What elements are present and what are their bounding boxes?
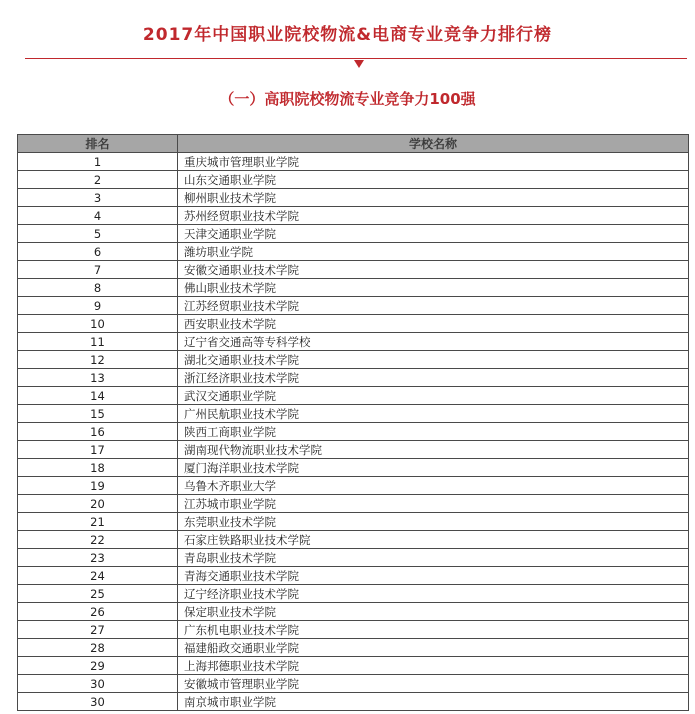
rank-cell: 24 <box>18 567 178 585</box>
rank-cell: 1 <box>18 153 178 171</box>
table-row <box>18 333 689 351</box>
school-name-cell: 广东机电职业技术学院 <box>178 621 689 639</box>
table-row <box>18 297 689 315</box>
school-name-cell: 湖南现代物流职业技术学院 <box>178 441 689 459</box>
table-row <box>18 531 689 549</box>
rank-cell: 7 <box>18 261 178 279</box>
school-name-cell: 山东交通职业学院 <box>178 171 689 189</box>
table-row <box>18 513 689 531</box>
table-row <box>18 423 689 441</box>
table-row <box>18 351 689 369</box>
rank-cell: 23 <box>18 549 178 567</box>
school-name-cell: 广州民航职业技术学院 <box>178 405 689 423</box>
rank-cell: 18 <box>18 459 178 477</box>
school-name-cell: 乌鲁木齐职业大学 <box>178 477 689 495</box>
rank-cell: 20 <box>18 495 178 513</box>
school-name-cell: 保定职业技术学院 <box>178 603 689 621</box>
school-name-cell: 江苏城市职业学院 <box>178 495 689 513</box>
table-row <box>18 657 689 675</box>
school-name-cell: 青海交通职业技术学院 <box>178 567 689 585</box>
table-header-row <box>18 135 689 153</box>
rank-cell: 22 <box>18 531 178 549</box>
rank-cell: 4 <box>18 207 178 225</box>
rank-cell: 14 <box>18 387 178 405</box>
section-subtitle: （一）高职院校物流专业竞争力100强 <box>219 90 476 108</box>
school-name-cell: 柳州职业技术学院 <box>178 189 689 207</box>
rank-cell: 9 <box>18 297 178 315</box>
table-row <box>18 405 689 423</box>
rank-cell: 28 <box>18 639 178 657</box>
school-name-cell: 厦门海洋职业技术学院 <box>178 459 689 477</box>
table-row <box>18 207 689 225</box>
ranking-table-body <box>18 153 689 711</box>
school-name-cell: 江苏经贸职业技术学院 <box>178 297 689 315</box>
school-name-cell: 东莞职业技术学院 <box>178 513 689 531</box>
rank-cell: 25 <box>18 585 178 603</box>
table-row <box>18 387 689 405</box>
school-name-cell: 西安职业技术学院 <box>178 315 689 333</box>
table-row <box>18 585 689 603</box>
rank-cell: 30 <box>18 675 178 693</box>
school-name-cell: 湖北交通职业技术学院 <box>178 351 689 369</box>
rank-cell: 12 <box>18 351 178 369</box>
table-row <box>18 441 689 459</box>
school-name-cell: 青岛职业技术学院 <box>178 549 689 567</box>
table-row <box>18 477 689 495</box>
ranking-table <box>17 134 689 711</box>
table-row <box>18 189 689 207</box>
table-row <box>18 603 689 621</box>
rank-cell: 6 <box>18 243 178 261</box>
rank-cell: 8 <box>18 279 178 297</box>
table-row <box>18 675 689 693</box>
table-row <box>18 549 689 567</box>
table-row <box>18 171 689 189</box>
rank-cell: 27 <box>18 621 178 639</box>
rank-cell: 16 <box>18 423 178 441</box>
school-name-cell: 陕西工商职业学院 <box>178 423 689 441</box>
school-name-cell: 福建船政交通职业学院 <box>178 639 689 657</box>
school-name-cell: 安徽交通职业技术学院 <box>178 261 689 279</box>
rank-cell: 10 <box>18 315 178 333</box>
table-row <box>18 621 689 639</box>
column-header-rank: 排名 <box>18 135 178 153</box>
rank-cell: 29 <box>18 657 178 675</box>
school-name-cell: 重庆城市管理职业学院 <box>178 153 689 171</box>
rank-cell: 17 <box>18 441 178 459</box>
page-title: 2017年中国职业院校物流&电商专业竞争力排行榜 <box>142 25 553 45</box>
rank-cell: 21 <box>18 513 178 531</box>
table-row <box>18 153 689 171</box>
down-arrow-icon <box>354 60 364 68</box>
table-row <box>18 279 689 297</box>
school-name-cell: 辽宁省交通高等专科学校 <box>178 333 689 351</box>
table-row <box>18 567 689 585</box>
rank-cell: 19 <box>18 477 178 495</box>
table-row <box>18 243 689 261</box>
table-row <box>18 639 689 657</box>
school-name-cell: 辽宁经济职业技术学院 <box>178 585 689 603</box>
school-name-cell: 佛山职业技术学院 <box>178 279 689 297</box>
school-name-cell: 天津交通职业学院 <box>178 225 689 243</box>
rank-cell: 5 <box>18 225 178 243</box>
table-row <box>18 459 689 477</box>
column-header-school: 学校名称 <box>178 135 689 153</box>
school-name-cell: 南京城市职业学院 <box>178 693 689 711</box>
rank-cell: 2 <box>18 171 178 189</box>
rank-cell: 26 <box>18 603 178 621</box>
school-name-cell: 上海邦德职业技术学院 <box>178 657 689 675</box>
school-name-cell: 苏州经贸职业技术学院 <box>178 207 689 225</box>
school-name-cell: 石家庄铁路职业技术学院 <box>178 531 689 549</box>
table-row <box>18 261 689 279</box>
rank-cell: 30 <box>18 693 178 711</box>
school-name-cell: 浙江经济职业技术学院 <box>178 369 689 387</box>
title-divider <box>25 58 687 59</box>
table-row <box>18 693 689 711</box>
rank-cell: 15 <box>18 405 178 423</box>
table-row <box>18 315 689 333</box>
school-name-cell: 武汉交通职业学院 <box>178 387 689 405</box>
rank-cell: 3 <box>18 189 178 207</box>
table-row <box>18 495 689 513</box>
school-name-cell: 潍坊职业学院 <box>178 243 689 261</box>
table-row <box>18 225 689 243</box>
rank-cell: 11 <box>18 333 178 351</box>
rank-cell: 13 <box>18 369 178 387</box>
table-row <box>18 369 689 387</box>
school-name-cell: 安徽城市管理职业学院 <box>178 675 689 693</box>
